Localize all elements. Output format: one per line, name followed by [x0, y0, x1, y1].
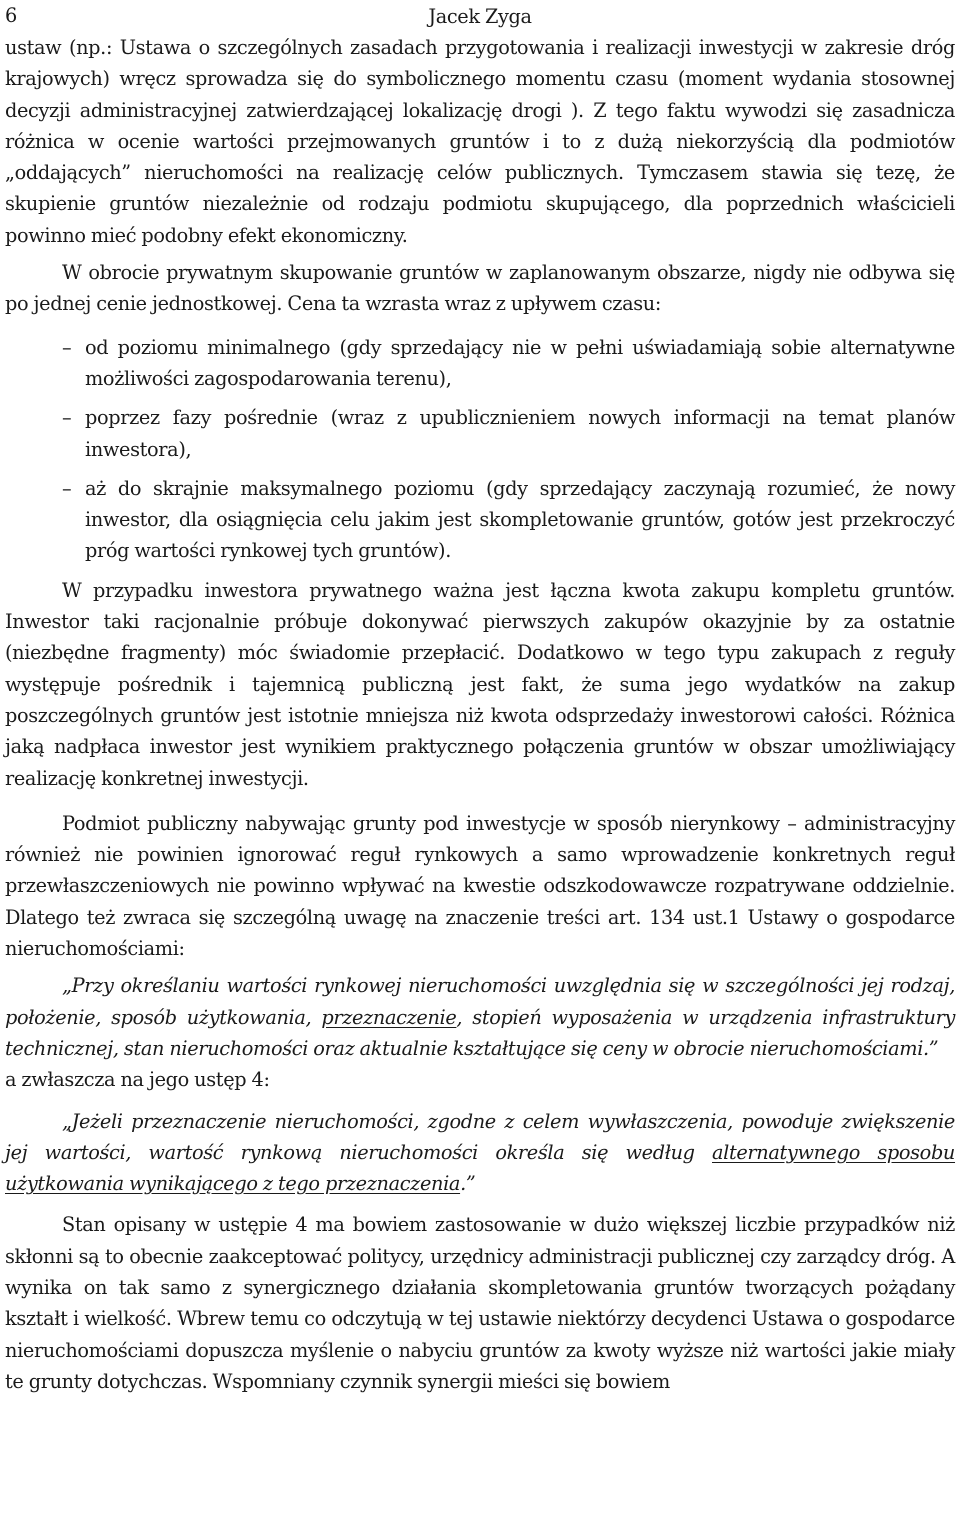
running-title: Jacek Zyga	[428, 5, 532, 28]
paragraph-6: Stan opisany w ustępie 4 ma bowiem zastosowanie w dużo większej liczbie przypadków niż skłonni są to obecnie zaakceptować politycy, urzędnicy administracji publicznej czy zarządcy dróg. A wynika on tak samo z synergicznego działania skompletowania gruntów tworzących pożądany kształt i wielkość. Wbrew temu co odczytują w tej ustawie niektórzy decydenci Ustawa o gospodarce nieruchomościami dopuszcza myślenie o nabyciu gruntów za kwoty wyższe niż wartości jakie miały te grunty dotychczas. Wspomniany czynnik synergii mieści się bowiem	[5, 1213, 955, 1393]
quote-text: „Przy określaniu wartości rynkowej nieruchomości uwzględnia się w szczególności jej rodzaj, położenie, sposób użytkowania,	[5, 974, 955, 1029]
list-item-text: aż do skrajnie maksymalnego poziomu (gdy sprzedający zaczynają rozumieć, że nowy inwestor, dla osiągnięcia celu jakim jest skompletowanie gruntów, gotów jest przekroczyć próg wartości rynkowej tych gruntów).	[85, 476, 955, 563]
quote-text: .”	[460, 1172, 476, 1196]
quote-ust-4	[5, 1106, 955, 1200]
paragraph-2: W obrocie prywatnym skupowanie gruntów w zaplanowanym obszarze, nigdy nie odbywa się po jednej cenie jednostkowej. Cena ta wzrasta wraz z upływem czasu:	[5, 261, 955, 316]
page-number: 6	[5, 4, 17, 27]
dash-bullet: –	[62, 406, 72, 430]
document-page	[0, 1, 960, 1538]
quote-underlined-text: alternatywnego sposobu użytkowania wynikającego z tego przeznaczenia	[5, 1140, 956, 1196]
dash-bullet: –	[62, 476, 72, 500]
dash-bullet: –	[62, 335, 72, 359]
list-item	[5, 473, 955, 567]
paragraph-3: W przypadku inwestora prywatnego ważna jest łączna kwota zakupu kompletu gruntów. Inwestor taki racjonalnie próbuje dokonywać pierwszych zakupów okazyjnie by za ostatnie (niezbędne fragmenty) móc świadomie przepłacić. Dodatkowo w tego typu zakupach z reguły występuje pośrednik i tajemnicą publiczną jest fakt, że suma jego wydatków na zakup poszczególnych gruntów jest istotnie mniejsza niż kwota odsprzedaży inwestorowi całości. Różnica jaką nadpłaca inwestor jest wynikiem praktycznego połączenia gruntów w obszar umożliwiający realizację konkretnej inwestycji.	[5, 578, 955, 790]
page-header	[5, 1, 955, 31]
list-item-text: poprzez fazy pośrednie (wraz z upublicznieniem nowych informacji na temat planów inwestora),	[85, 406, 955, 461]
list-item-text: od poziomu minimalnego (gdy sprzedający nie w pełni uświadamiają sobie alternatywne możliwości zagospodarowania terenu),	[85, 335, 955, 390]
quote-text: „Jeżeli przeznaczenie nieruchomości, zgodne z celem wywłaszczenia, powoduje zwiększenie jej wartości, wartość rynkową nieruchomości określa się według	[5, 1109, 955, 1164]
quote-underlined-text: przeznaczenie	[321, 1005, 457, 1029]
quote-text: , stopień wyposażenia w urządzenia infrastruktury technicznej, stan nieruchomości oraz aktualnie kształtujące się ceny w obrocie nieruchomościami.”	[5, 1005, 956, 1060]
paragraph-5: a zwłaszcza na jego ustęp 4:	[5, 1068, 270, 1092]
list-item	[5, 332, 955, 395]
dash-list	[5, 332, 955, 567]
list-item	[5, 402, 955, 465]
paragraph-4: Podmiot publiczny nabywając grunty pod inwestycje w sposób nierynkowy – administracyjny również nie powinien ignorować reguł rynkowych a samo wprowadzenie konkretnych reguł przewłaszczeniowych nie powinno wpływać na kwestie odszkodowawcze rozpatrywane oddzielnie. Dlatego też zwraca się szczególną uwagę na znaczenie treści art. 134 ust.1 Ustawy o gospodarce nieruchomościami:	[5, 811, 955, 961]
quote-art-134-ust-1	[5, 970, 955, 1064]
paragraph-1: ustaw (np.: Ustawa o szczególnych zasadach przygotowania i realizacji inwestycji w zakresie dróg krajowych) wręcz sprowadza się do symbolicznego momentu czasu (moment wydania stosownej decyzji administracyjnej zatwierdzającej lokalizację drogi ). Z tego faktu wywodzi się zasadnicza różnica w ocenie wartości przejmowanych gruntów i to z dużą niekorzyścią dla podmiotów „oddających” nieruchomości na realizację celów publicznych. Tymczasem stawia się tezę, że skupienie gruntów niezależnie od rodzaju podmiotu skupującego, dla poprzednich właścicieli powinno mieć podobny efekt ekonomiczny.	[5, 36, 955, 247]
